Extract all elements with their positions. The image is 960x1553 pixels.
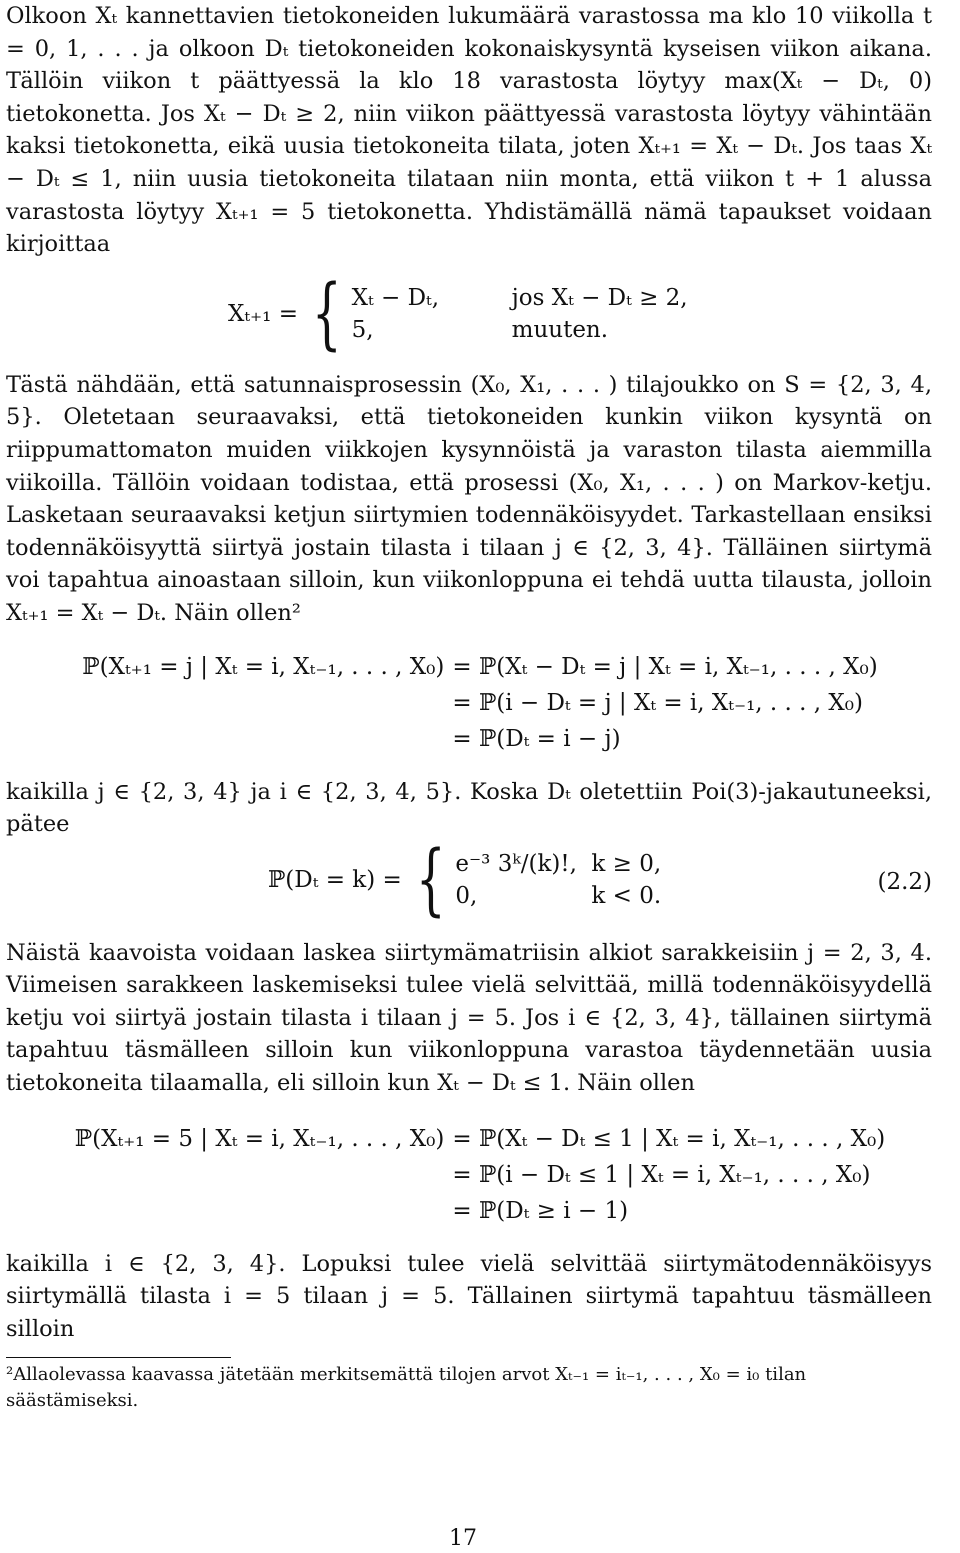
page-number: 17 xyxy=(449,1526,477,1551)
case-2-condition: muuten. xyxy=(511,316,609,343)
equation-transition-j xyxy=(28,654,932,752)
equation-line-3: = ℙ(Dₜ = i − j) xyxy=(452,725,621,752)
case-1-expression: e⁻³ 3ᵏ/(k)!, xyxy=(455,850,577,877)
equation-line-1: = ℙ(Xₜ − Dₜ ≤ 1 | Xₜ = i, Xₜ₋₁, . . . , X₀) xyxy=(452,1125,886,1152)
brace-symbol: { xyxy=(311,268,342,359)
equation-transition-5 xyxy=(28,1126,932,1224)
case-2-expression: 0, xyxy=(455,882,478,909)
paragraph-final: kaikilla i ∈ {2, 3, 4}. Lopuksi tulee vielä selvittää siirtymätodennäköisyys siirtymällä tilasta i = 5 tilaan j = 5. Tällainen siirtymä tapahtuu täsmälleen silloin xyxy=(6,1250,932,1342)
equation-poisson-pmf xyxy=(268,834,932,929)
paragraph-intro: Olkoon Xₜ kannettavien tietokoneiden lukumäärä varastossa ma klo 10 viikolla t = 0, 1, . . . ja olkoon Dₜ tietokoneiden kokonaiskysyntä kyseisen viikon aikana. Tällöin viikon t päättyessä la klo 18 varastosta löytyy max(Xₜ − Dₜ, 0) tietokonetta. Jos Xₜ − Dₜ ≥ 2, niin viikon päättyessä varastosta löytyy vähintään kaksi tietokonetta, eikä uusia tietokoneita tilata, joten Xₜ₊₁ = Xₜ − Dₜ. Jos taas Xₜ − Dₜ ≤ 1, niin uusia tietokoneita tilataan niin monta, että viikon t + 1 alussa varastosta löytyy Xₜ₊₁ = 5 tietokonetta. Yhdistämällä nämä tapaukset voidaan kirjoittaa xyxy=(6,3,932,258)
paragraph-matrix: Näistä kaavoista voidaan laskea siirtymämatriisin alkiot sarakkeisiin j = 2, 3, 4. Viimeisen sarakkeen laskemiseksi tulee vielä selvittää, millä todennäköisyydellä ketju voi siirtyä jostain tilasta i tilaan j = 5. Jos i ∈ {2, 3, 4}, tällainen siirtymä tapahtuu täsmälleen silloin kun viikonloppuna varastoa täydennetään uusia tietokoneita tilaamalla, eli silloin kun Xₜ − Dₜ ≤ 1. Näin ollen xyxy=(6,939,932,1097)
equation-lhs: ℙ(Xₜ₊₁ = j | Xₜ = i, Xₜ₋₁, . . . , X₀) xyxy=(82,653,445,680)
footnote-divider xyxy=(6,1357,231,1358)
equation-line-2: = ℙ(i − Dₜ = j | Xₜ = i, Xₜ₋₁, . . . , X₀) xyxy=(452,689,863,716)
equation-state-update xyxy=(228,268,932,359)
case-1-condition: k ≥ 0, xyxy=(591,850,662,877)
equation-line-3: = ℙ(Dₜ ≥ i − 1) xyxy=(452,1197,629,1224)
case-2-expression: 5, xyxy=(351,316,374,343)
equation-lhs: ℙ(Dₜ = k) = xyxy=(268,866,402,893)
paragraph-markov: Tästä nähdään, että satunnaisprosessin (X₀, X₁, . . . ) tilajoukko on S = {2, 3, 4, 5}. Oletetaan seuraavaksi, että tietokoneiden kunkin viikon kysyntä on riippumattomaton muiden viikkojen kysynnöistä ja varaston tilasta aiemmilla viikoilla. Tällöin voidaan todistaa, että prosessi (X₀, X₁, . . . ) on Markov-ketju. Lasketaan seuraavaksi ketjun siirtymien todennäköisyydet. Tarkastellaan ensiksi todennäköisyyttä siirtyä jostain tilasta i tilaan j ∈ {2, 3, 4}. Tälläinen siirtymä voi tapahtua ainoastaan silloin, kun viikonloppuna ei tehdä uutta tilausta, jolloin Xₜ₊₁ = Xₜ − Dₜ. Näin ollen² xyxy=(6,371,932,626)
paragraph-poisson: kaikilla j ∈ {2, 3, 4} ja i ∈ {2, 3, 4, 5}. Koska Dₜ oletettiin Poi(3)-jakautuneeksi, pätee xyxy=(6,778,932,838)
equation-lhs: Xₜ₊₁ = xyxy=(228,300,298,327)
case-2-condition: k < 0. xyxy=(591,882,662,909)
equation-line-2: = ℙ(i − Dₜ ≤ 1 | Xₜ = i, Xₜ₋₁, . . . , X₀) xyxy=(452,1161,871,1188)
brace-symbol: { xyxy=(415,834,446,925)
footnote: ²Allaolevassa kaavassa jätetään merkitsemättä tilojen arvot Xₜ₋₁ = iₜ₋₁, . . . , X₀ = i₀ tilan säästämiseksi. xyxy=(6,1364,807,1412)
page xyxy=(6,0,932,1553)
equation-number: (2.2) xyxy=(877,868,932,895)
equation-lhs: ℙ(Xₜ₊₁ = 5 | Xₜ = i, Xₜ₋₁, . . . , X₀) xyxy=(74,1125,445,1152)
equation-line-1: = ℙ(Xₜ − Dₜ = j | Xₜ = i, Xₜ₋₁, . . . , X₀) xyxy=(452,653,878,680)
case-1-expression: Xₜ − Dₜ, xyxy=(351,284,440,311)
case-1-condition: jos Xₜ − Dₜ ≥ 2, xyxy=(511,284,688,311)
